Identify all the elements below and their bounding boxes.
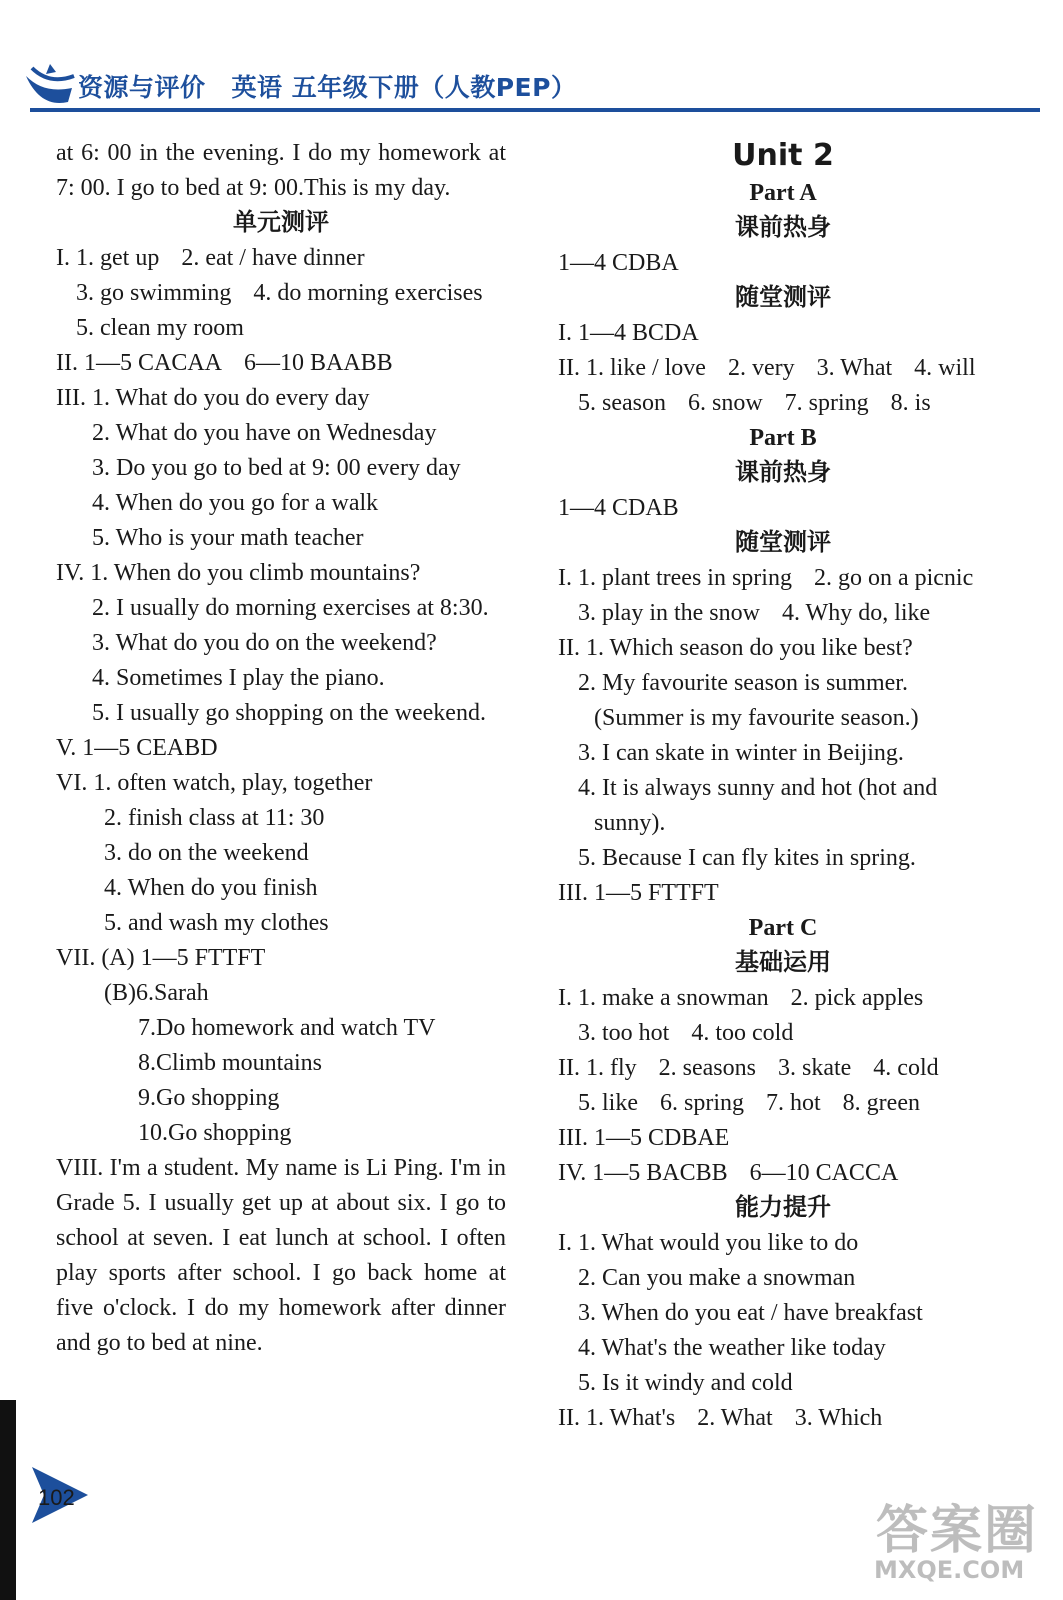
right-line: 3. I can skate in winter in Beijing. xyxy=(578,740,904,766)
answer-item: 4. do morning exercises xyxy=(253,280,483,306)
answer-item: 2. eat / have dinner xyxy=(181,245,365,271)
left-line: 4. Sometimes I play the piano. xyxy=(92,665,385,691)
right-line xyxy=(558,561,1008,596)
answer-item: II. 1. like / love xyxy=(558,355,706,381)
answer-item: 8. green xyxy=(842,1090,920,1116)
answer-item: 7. spring xyxy=(784,390,869,416)
left-line: 2. I usually do morning exercises at 8:30. xyxy=(92,595,489,621)
left-line: III. 1. What do you do every day xyxy=(56,385,370,411)
answer-item: 6—10 BAABB xyxy=(244,350,393,376)
answer-item: 3. too hot xyxy=(578,1020,670,1046)
left-line: 8.Climb mountains xyxy=(138,1050,323,1076)
answer-item: 2. What xyxy=(697,1405,773,1431)
right-line: 5. Because I can fly kites in spring. xyxy=(578,845,916,871)
subject-name: 英语 五年级下册（人教PEP） xyxy=(231,73,577,102)
left-line: 7.Do homework and watch TV xyxy=(138,1015,436,1041)
right-line: I. 1. What would you like to do xyxy=(558,1230,859,1256)
left-line: (B)6.Sarah xyxy=(104,980,209,1006)
page-number: 102 xyxy=(38,1485,75,1510)
right-line: Unit 2 xyxy=(732,138,834,173)
right-line xyxy=(558,1016,1008,1051)
answer-item: 3. play in the snow xyxy=(578,600,760,626)
left-line xyxy=(56,241,506,276)
right-line: I. 1—4 BCDA xyxy=(558,320,699,346)
left-line: 2. What do you have on Wednesday xyxy=(92,420,437,446)
answer-item: 5. season xyxy=(578,390,666,416)
answer-item: 3. Which xyxy=(794,1405,883,1431)
left-line: 单元测评 xyxy=(233,210,329,236)
right-column xyxy=(558,136,1008,1436)
right-line: 1—4 CDAB xyxy=(558,495,679,521)
left-line: 4. When do you finish xyxy=(104,875,318,901)
answer-item: 4. will xyxy=(914,355,976,381)
answer-item: 2. go on a picnic xyxy=(813,565,974,591)
page-number-badge xyxy=(30,1465,100,1525)
answer-item: 8. is xyxy=(890,390,931,416)
right-line: II. 1. Which season do you like best? xyxy=(558,635,913,661)
right-line: 基础运用 xyxy=(735,950,831,976)
answer-item: II. 1. What's xyxy=(558,1405,676,1431)
left-line: 10.Go shopping xyxy=(138,1120,292,1146)
right-line: 课前热身 xyxy=(735,460,831,486)
right-line: 能力提升 xyxy=(735,1195,831,1221)
left-line: IV. 1. When do you climb mountains? xyxy=(56,560,421,586)
right-line: 4. It is always sunny and hot (hot and xyxy=(578,775,938,801)
answer-item: I. 1. plant trees in spring xyxy=(558,565,792,591)
header-title xyxy=(78,68,602,104)
answer-item: 2. very xyxy=(727,355,795,381)
watermark-url: MXQE.COM xyxy=(874,1556,1025,1584)
answer-item: 6—10 CACCA xyxy=(749,1160,899,1186)
left-line: VII. (A) 1—5 FTTFT xyxy=(56,945,266,971)
book-logo-icon xyxy=(22,58,77,108)
right-line xyxy=(558,351,1008,386)
right-line: 4. What's the weather like today xyxy=(578,1335,886,1361)
page-header xyxy=(0,0,1063,120)
watermark xyxy=(870,1488,1050,1593)
right-line xyxy=(558,981,1008,1016)
right-line xyxy=(558,386,1008,421)
answer-item: 4. too cold xyxy=(691,1020,794,1046)
answer-item: 6. snow xyxy=(687,390,763,416)
right-line: 随堂测评 xyxy=(735,530,831,556)
answer-item: 6. spring xyxy=(660,1090,744,1116)
left-line: 3. do on the weekend xyxy=(104,840,309,866)
left-line: 5. I usually go shopping on the weekend. xyxy=(92,700,486,726)
left-line: V. 1—5 CEABD xyxy=(56,735,218,761)
left-line: 5. and wash my clothes xyxy=(104,910,329,936)
right-line xyxy=(558,1086,1008,1121)
left-line: 3. Do you go to bed at 9: 00 every day xyxy=(92,455,461,481)
answer-item: II. 1—5 CACAA xyxy=(56,350,222,376)
right-line: 随堂测评 xyxy=(735,285,831,311)
left-line: 9.Go shopping xyxy=(138,1085,280,1111)
header-rule xyxy=(30,108,1040,112)
right-line xyxy=(558,1156,1008,1191)
left-column xyxy=(56,136,506,1361)
right-line: Part B xyxy=(749,425,817,451)
answer-item: 2. seasons xyxy=(658,1055,756,1081)
right-line: sunny). xyxy=(594,810,666,836)
answer-item: I. 1. make a snowman xyxy=(558,985,769,1011)
left-line: VIII. I'm a student. My name is Li Ping. I'm in Grade 5. I usually get up at about six. I go to school at seven. I eat lunch at school. I often play sports after school. I go back home at five o'clock. I do my homework after dinner and go to bed at nine. xyxy=(56,1155,506,1356)
left-line: 2. finish class at 11: 30 xyxy=(104,805,325,831)
right-line: 2. My favourite season is summer. xyxy=(578,670,908,696)
left-line: VI. 1. often watch, play, together xyxy=(56,770,373,796)
watermark-logo: 答案圈 xyxy=(876,1501,1039,1561)
answer-item: 4. Why do, like xyxy=(781,600,931,626)
answer-item: IV. 1—5 BACBB xyxy=(558,1160,728,1186)
left-line xyxy=(56,346,506,381)
answer-item: 3. skate xyxy=(777,1055,852,1081)
right-line: III. 1—5 FTTFT xyxy=(558,880,719,906)
left-line: 4. When do you go for a walk xyxy=(92,490,379,516)
answer-item: I. 1. get up xyxy=(56,245,160,271)
left-line xyxy=(56,276,506,311)
right-line: III. 1—5 CDBAE xyxy=(558,1125,730,1151)
right-line: Part A xyxy=(749,180,817,206)
answer-item: 2. pick apples xyxy=(790,985,924,1011)
right-line xyxy=(558,1051,1008,1086)
right-line xyxy=(558,1401,1008,1436)
answer-item: II. 1. fly xyxy=(558,1055,637,1081)
right-line xyxy=(558,596,1008,631)
left-line: at 6: 00 in the evening. I do my homework at 7: 00. I go to bed at 9: 00.This is my day. xyxy=(56,140,506,201)
left-line: 5. Who is your math teacher xyxy=(92,525,364,551)
right-line: 课前热身 xyxy=(735,215,831,241)
book-spine-edge xyxy=(0,1400,16,1600)
right-line: Part C xyxy=(748,915,818,941)
left-line: 5. clean my room xyxy=(76,315,244,341)
right-line: 2. Can you make a snowman xyxy=(578,1265,856,1291)
answer-item: 4. cold xyxy=(873,1055,939,1081)
answer-item: 5. like xyxy=(578,1090,638,1116)
answer-item: 3. go swimming xyxy=(76,280,232,306)
right-line: 5. Is it windy and cold xyxy=(578,1370,793,1396)
answer-item: 7. hot xyxy=(766,1090,821,1116)
answer-item: 3. What xyxy=(816,355,893,381)
right-line: (Summer is my favourite season.) xyxy=(594,705,919,731)
right-line: 3. When do you eat / have breakfast xyxy=(578,1300,923,1326)
series-name: 资源与评价 xyxy=(78,73,206,102)
right-line: 1—4 CDBA xyxy=(558,250,679,276)
left-line: 3. What do you do on the weekend? xyxy=(92,630,437,656)
